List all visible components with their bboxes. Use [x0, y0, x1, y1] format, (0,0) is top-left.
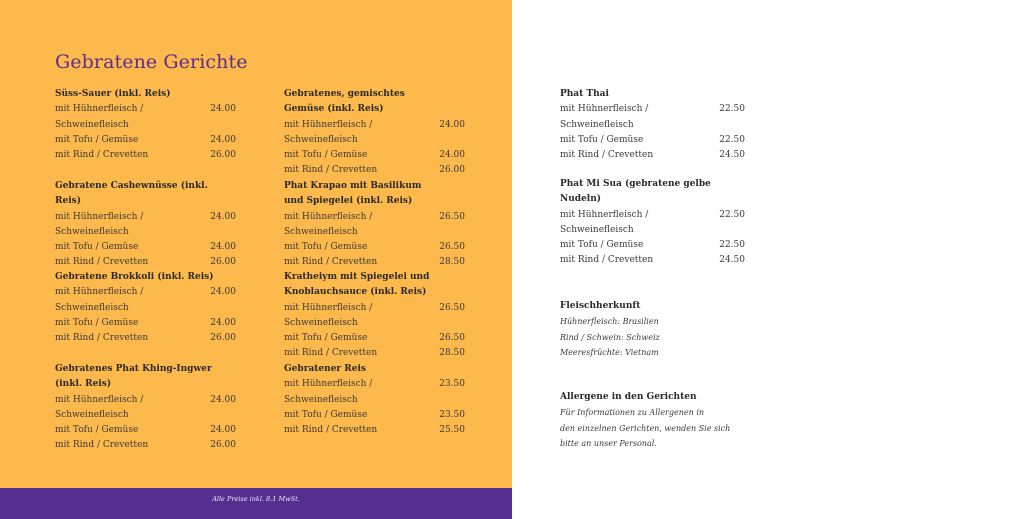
option-label: mit Rind / Crevetten: [284, 425, 378, 436]
dish-name: Knoblauchsauce (inkl. Reis): [284, 287, 427, 298]
option-price: 26.00: [210, 333, 236, 344]
dish-name: Gebratene Cashewnüsse (inkl. Reis): [55, 181, 208, 207]
price-row: [284, 255, 465, 270]
option-price: 22.50: [719, 104, 745, 115]
price-row: [284, 346, 465, 361]
option-price: 28.50: [439, 257, 465, 268]
meat-origin-line: Rind / Schwein: Schweiz: [560, 332, 660, 342]
option-price: 24.00: [439, 150, 465, 161]
option-label: mit Hühnerfleisch / Schweinefleisch: [55, 211, 144, 237]
dish-name: Phat Thai: [560, 89, 609, 99]
option-price: 26.00: [210, 150, 236, 161]
dish-section: [284, 270, 465, 362]
page-title: Gebratene Gerichte: [55, 51, 248, 73]
dish-section: [55, 270, 236, 346]
option-price: 26.00: [439, 165, 465, 176]
dish-section: [284, 362, 465, 438]
option-label: mit Hühnerfleisch / Schweinefleisch: [560, 104, 649, 130]
dish-section: [55, 362, 236, 454]
option-price: 25.50: [439, 425, 465, 436]
option-price: 24.00: [439, 119, 465, 130]
option-price: 26.00: [210, 440, 236, 451]
option-price: 26.50: [439, 242, 465, 253]
footer-bar: [0, 488, 512, 519]
option-price: 26.50: [439, 333, 465, 344]
dish-name: (inkl. Reis): [55, 379, 112, 390]
option-price: 24.00: [210, 425, 236, 436]
option-label: mit Tofu / Gemüse: [55, 242, 139, 253]
option-price: 24.00: [210, 317, 236, 328]
price-row: [284, 423, 465, 438]
price-row: [560, 238, 745, 253]
price-row: [560, 253, 745, 268]
allergen-info: [560, 390, 780, 451]
option-label: mit Tofu / Gemüse: [55, 425, 139, 436]
dish-name: Süss-Sauer (inkl. Reis): [55, 89, 171, 99]
option-label: mit Hühnerfleisch / Schweinefleisch: [284, 379, 373, 405]
option-label: mit Tofu / Gemüse: [284, 333, 368, 344]
price-row: [284, 301, 465, 332]
option-price: 24.00: [210, 211, 236, 222]
price-row: [55, 393, 236, 424]
price-row: [55, 255, 236, 270]
option-label: mit Rind / Crevetten: [55, 440, 149, 451]
meat-origin-heading: Fleischherkunft: [560, 301, 641, 311]
price-row: [55, 210, 236, 241]
price-row: [55, 240, 236, 255]
option-price: 23.50: [439, 409, 465, 420]
option-price: 22.50: [719, 134, 745, 145]
option-price: 24.50: [719, 150, 745, 161]
dish-section: [560, 177, 745, 269]
dish-name: Gebratener Reis: [284, 364, 366, 374]
option-label: mit Tofu / Gemüse: [284, 242, 368, 253]
price-row: [284, 163, 465, 178]
price-row: [284, 408, 465, 423]
option-label: mit Tofu / Gemüse: [284, 409, 368, 420]
option-price: 24.50: [719, 255, 745, 266]
price-row: [284, 377, 465, 408]
dish-section: [55, 179, 236, 271]
price-row: [284, 118, 465, 149]
price-row: [55, 148, 236, 163]
price-row: [55, 285, 236, 316]
option-label: mit Hühnerfleisch / Schweinefleisch: [284, 211, 373, 237]
option-label: mit Hühnerfleisch / Schweinefleisch: [55, 394, 144, 420]
price-row: [560, 148, 745, 163]
option-price: 22.50: [719, 209, 745, 220]
option-label: mit Tofu / Gemüse: [560, 134, 644, 145]
option-price: 24.00: [210, 394, 236, 405]
dish-name: Phat Mi Sua (gebratene gelbe Nudeln): [560, 179, 711, 205]
dish-section: [55, 87, 236, 163]
price-row: [55, 316, 236, 331]
option-label: mit Rind / Crevetten: [560, 150, 654, 161]
option-price: 26.50: [439, 302, 465, 313]
option-label: mit Rind / Crevetten: [284, 165, 378, 176]
price-row: [560, 133, 745, 148]
option-label: mit Tofu / Gemüse: [284, 150, 368, 161]
option-label: mit Hühnerfleisch / Schweinefleisch: [284, 302, 373, 328]
option-label: mit Rind / Crevetten: [560, 255, 654, 266]
option-label: mit Hühnerfleisch / Schweinefleisch: [560, 209, 649, 235]
option-label: mit Rind / Crevetten: [284, 348, 378, 359]
option-label: mit Hühnerfleisch / Schweinefleisch: [55, 104, 144, 130]
price-row: [560, 102, 745, 133]
option-label: mit Tofu / Gemüse: [55, 317, 139, 328]
dish-name: und Spiegelei (inkl. Reis): [284, 196, 413, 207]
dish-name: Gebratenes, gemischtes: [284, 89, 405, 99]
dish-name: Gemüse (inkl. Reis): [284, 104, 384, 115]
dish-name: Gebratenes Phat Khing-Ingwer: [55, 364, 212, 374]
option-price: 24.00: [210, 104, 236, 115]
option-label: mit Hühnerfleisch / Schweinefleisch: [284, 119, 373, 145]
price-row: [284, 148, 465, 163]
option-price: 28.50: [439, 348, 465, 359]
option-price: 26.50: [439, 211, 465, 222]
option-price: 24.00: [210, 287, 236, 298]
option-price: 24.00: [210, 242, 236, 253]
allergen-line: den einzelnen Gerichten, wenden Sie sich: [560, 423, 731, 433]
option-price: 22.50: [719, 240, 745, 251]
allergen-heading: Allergene in den Gerichten: [560, 392, 697, 402]
price-row: [55, 133, 236, 148]
option-label: mit Tofu / Gemüse: [55, 134, 139, 145]
dish-section: [560, 87, 745, 163]
price-row: [55, 331, 236, 346]
option-label: mit Rind / Crevetten: [55, 333, 149, 344]
option-label: mit Rind / Crevetten: [284, 257, 378, 268]
option-label: mit Hühnerfleisch / Schweinefleisch: [55, 287, 144, 313]
dish-section: [284, 179, 465, 271]
option-price: 24.00: [210, 134, 236, 145]
price-row: [55, 423, 236, 438]
dish-section: [284, 87, 465, 179]
price-row: [284, 331, 465, 346]
meat-origin-line: Meeresfrüchte: Vietnam: [560, 347, 659, 357]
option-price: 23.50: [439, 379, 465, 390]
price-row: [55, 102, 236, 133]
price-row: [284, 210, 465, 241]
option-label: mit Rind / Crevetten: [55, 150, 149, 161]
meat-origin-line: Hühnerfleisch: Brasilien: [560, 317, 659, 327]
meat-origin: [560, 299, 760, 360]
allergen-line: bitte an unser Personal.: [560, 438, 657, 448]
option-price: 26.00: [210, 257, 236, 268]
dish-name: Phat Krapao mit Basilikum: [284, 181, 422, 191]
option-label: mit Rind / Crevetten: [55, 257, 149, 268]
option-label: mit Tofu / Gemüse: [560, 240, 644, 251]
footer-note: Alle Preise inkl. 8.1 MwSt.: [212, 495, 300, 503]
dish-name: Gebratene Brokkoli (inkl. Reis): [55, 272, 214, 282]
price-row: [560, 208, 745, 239]
allergen-line: Für Informationen zu Allergenen in: [560, 408, 705, 418]
dish-name: Kratheiym mit Spiegelei und: [284, 272, 430, 282]
price-row: [284, 240, 465, 255]
price-row: [55, 438, 236, 453]
